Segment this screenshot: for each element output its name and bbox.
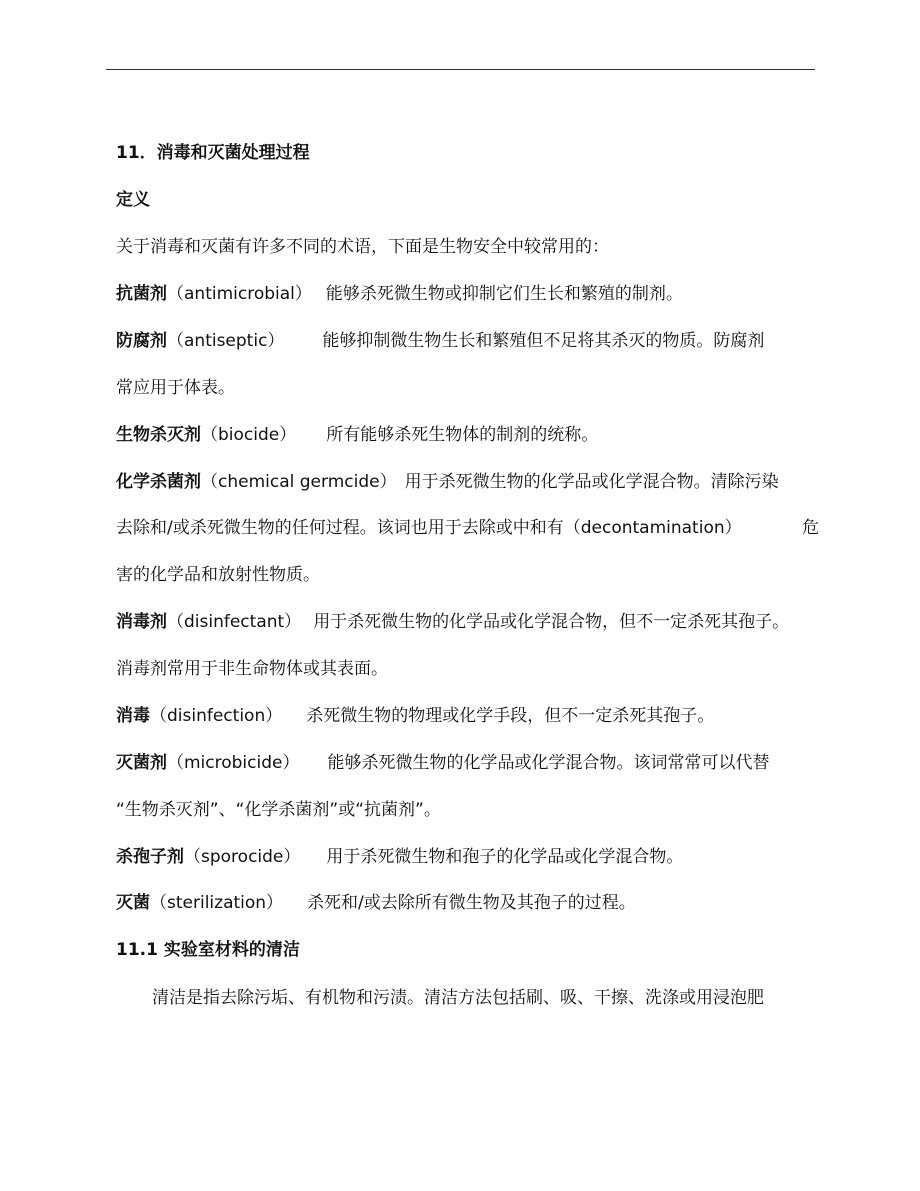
term-name: 消毒 [116,706,150,726]
term-name: 防腐剂 [116,331,167,351]
intro-text: 关于消毒和灭菌有许多不同的术语，下面是生物安全中较常用的： [116,237,609,257]
term-entry-biocide [116,423,598,447]
term-name: 抗菌剂 [116,284,167,304]
continuation-text-end: 危 [802,518,819,538]
term-description: 能够抑制微生物生长和繁殖但不足将其杀灭的物质。防腐剂 [322,331,765,351]
section-title: 11．消毒和灭菌处理过程 [116,143,310,163]
term-description: 用于杀死微生物的化学品或化学混合物。清除污染 [404,472,779,492]
term-name: 灭菌 [116,893,150,913]
term-continuation: 害的化学品和放射性物质。 [116,565,320,585]
term-english: （sterilization） [150,893,284,913]
term-english: （disinfectant） [167,612,302,632]
term-description: 用于杀死微生物和孢子的化学品或化学混合物。 [326,847,684,867]
term-name: 生物杀灭剂 [116,425,201,445]
term-english: （microbicide） [167,753,300,773]
term-description: 能够杀死微生物或抑制它们生长和繁殖的制剂。 [325,284,683,304]
term-entry-sporocide [116,845,683,869]
cleaning-paragraph: 清洁是指去除污垢、有机物和污渍。清洁方法包括刷、吸、干擦、洗涤或用浸泡肥 [152,988,764,1008]
term-english: （sporocide） [184,847,301,867]
term-name: 灭菌剂 [116,753,167,773]
term-english: （antimicrobial） [167,284,312,304]
term-description: 杀死微生物的物理或化学手段，但不一定杀死其孢子。 [306,706,715,726]
term-continuation: 常应用于体表。 [116,378,235,398]
term-continuation [116,516,819,540]
term-entry-sterilization [116,891,636,915]
term-entry-disinfectant [116,610,789,634]
term-continuation: “生物杀灭剂”、“化学杀菌剂”或“抗菌剂”。 [116,800,441,820]
term-description: 所有能够杀死生物体的制剂的统称。 [326,425,599,445]
term-english: （antiseptic） [167,331,285,351]
term-name: 杀孢子剂 [116,847,184,867]
continuation-text: 去除和/或杀死微生物的任何过程。该词也用于去除或中和有（decontamination） [116,518,742,538]
term-description: 用于杀死微生物的化学品或化学混合物，但不一定杀死其孢子。 [313,612,790,632]
term-description: 能够杀死微生物的化学品或化学混合物。该词常常可以代替 [327,753,770,773]
term-english: （biocide） [201,425,297,445]
term-english: （disinfection） [150,706,283,726]
term-name: 消毒剂 [116,612,167,632]
term-entry-microbicide [116,751,769,775]
header-rule [106,69,815,70]
term-description: 杀死和/或去除所有微生物及其孢子的过程。 [307,893,636,913]
term-entry-antiseptic [116,329,764,353]
term-entry-antimicrobial [116,282,683,306]
term-entry-disinfection [116,704,714,728]
subsection-title: 11.1 实验室材料的清洁 [116,940,300,960]
term-entry-chemical-germicide [116,470,779,494]
definition-heading: 定义 [116,190,150,210]
term-name: 化学杀菌剂 [116,472,201,492]
term-continuation: 消毒剂常用于非生命物体或其表面。 [116,659,388,679]
term-english: （chemical germcide） [201,472,397,492]
